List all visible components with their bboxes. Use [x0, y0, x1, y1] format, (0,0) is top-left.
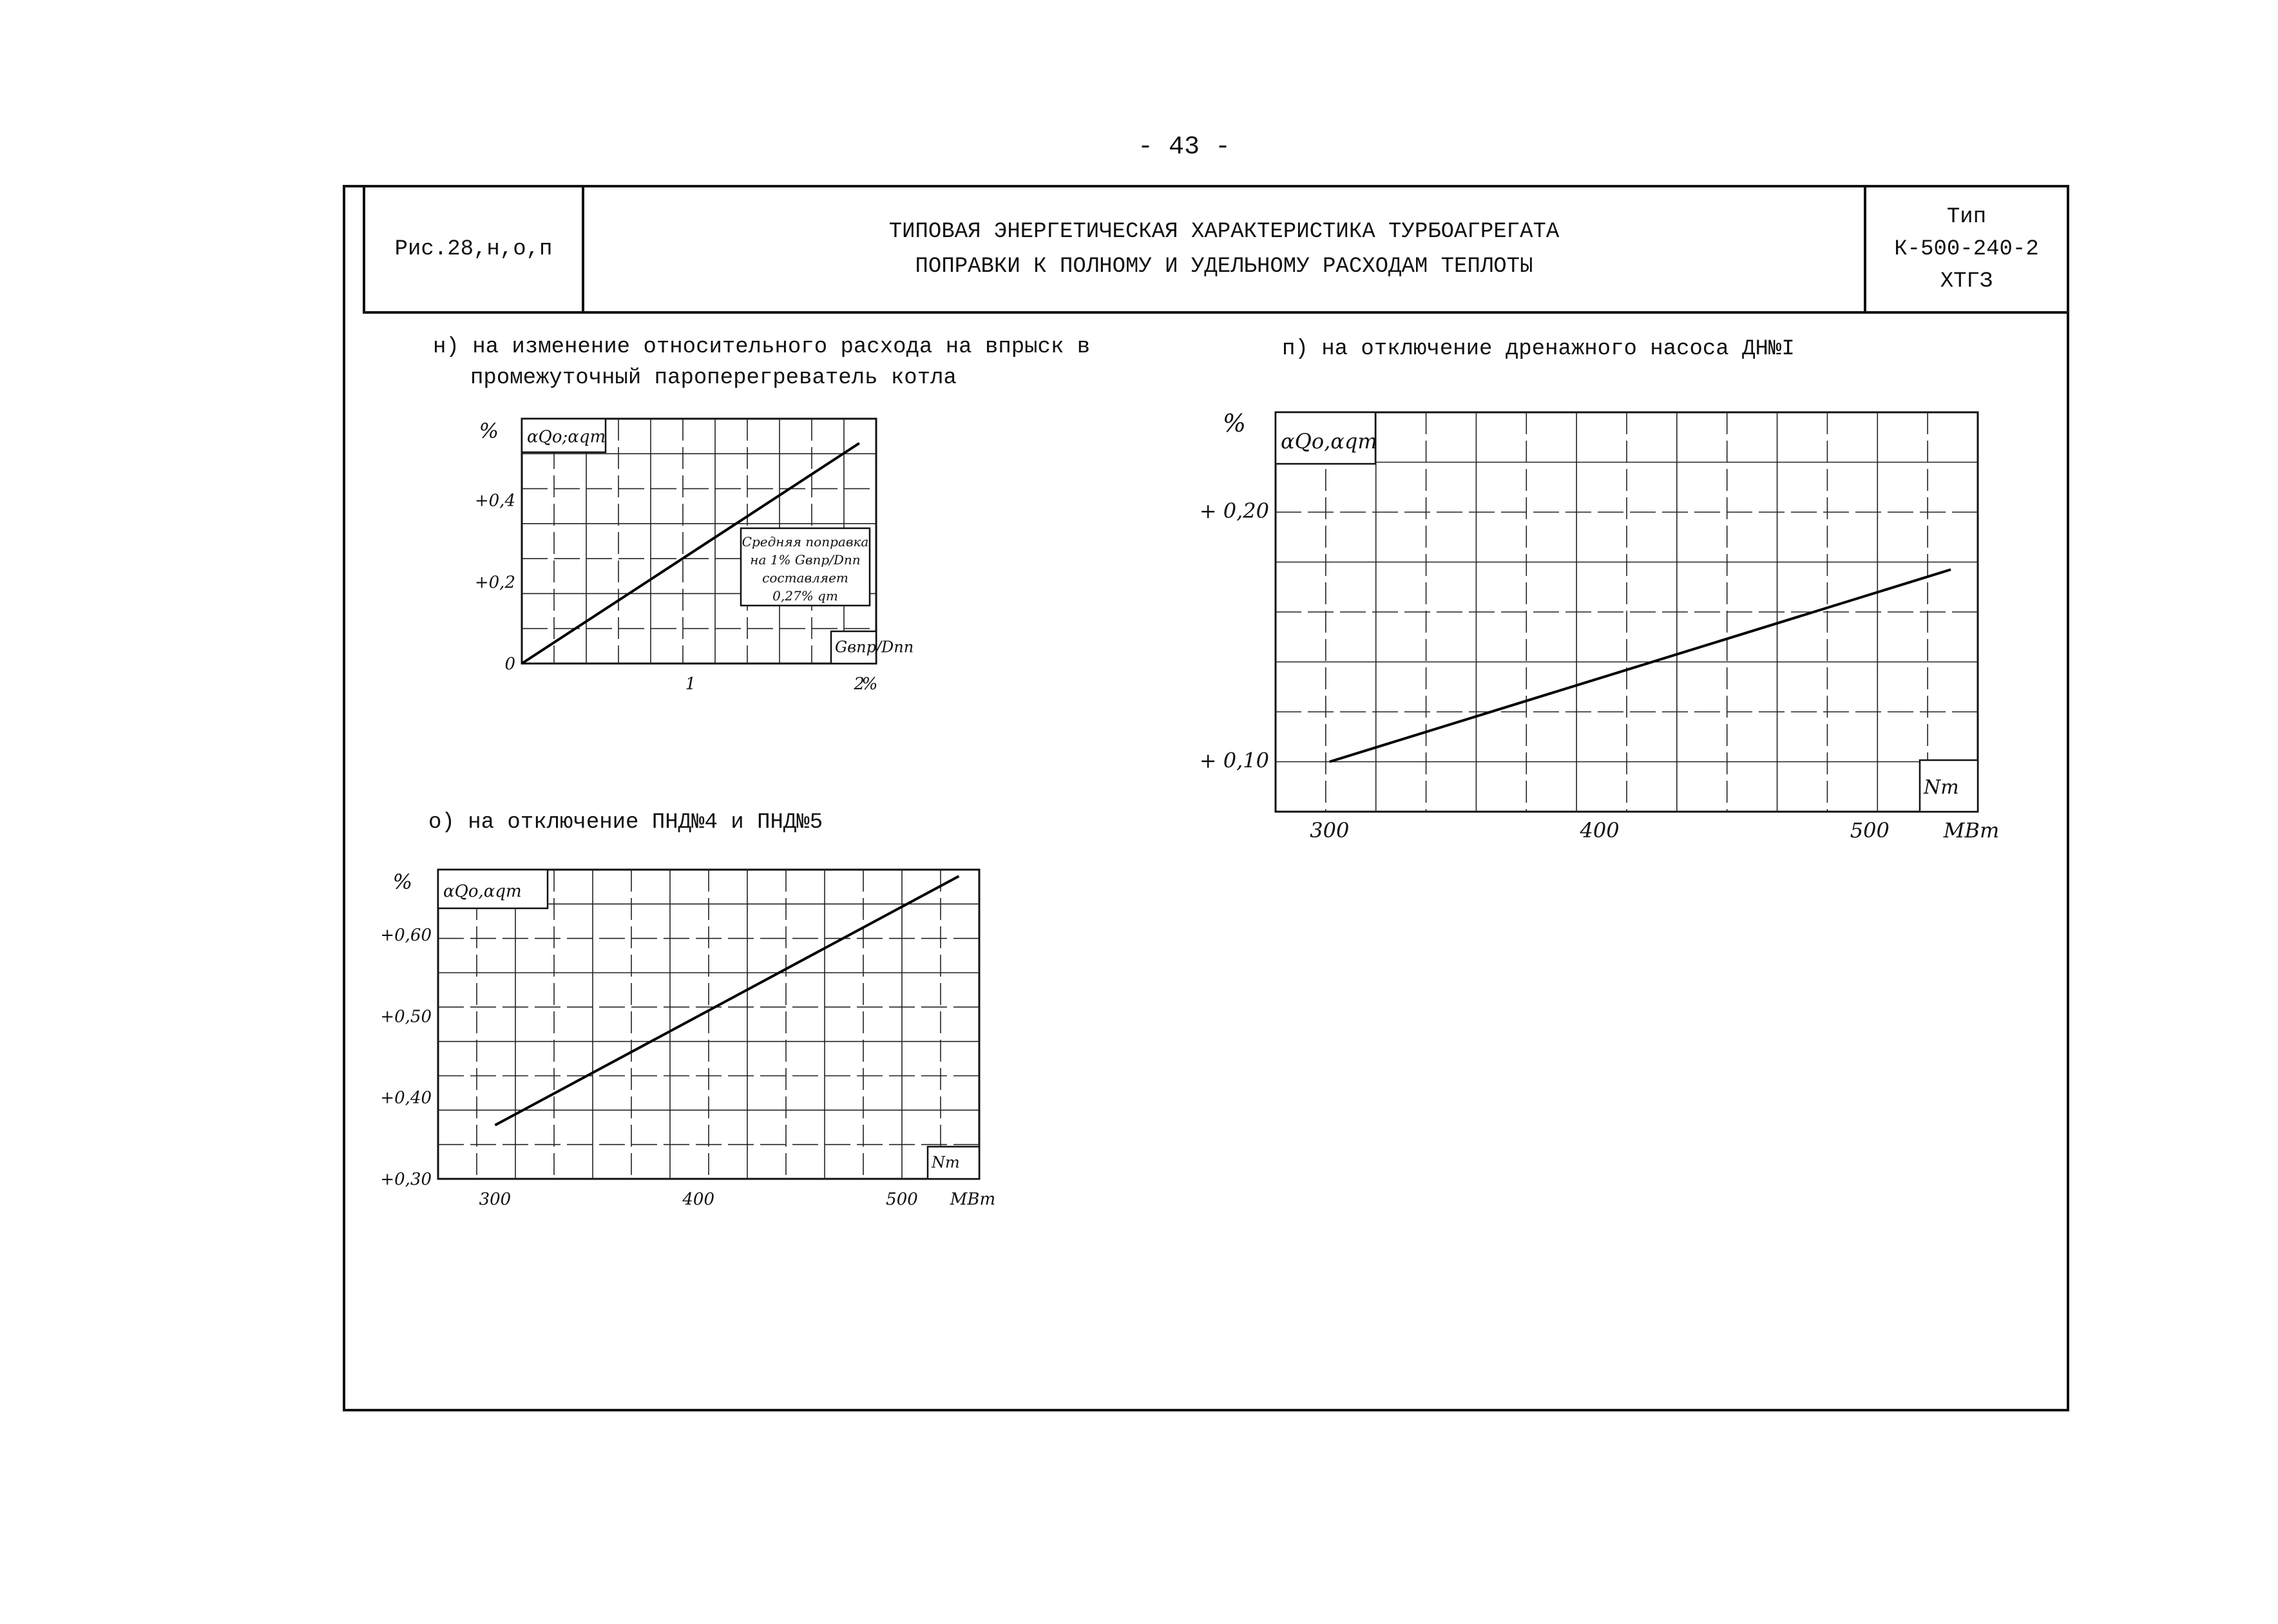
- ylabel: αQo,αqт: [443, 882, 522, 901]
- figure-ref: Рис.28,н,о,п: [365, 187, 584, 311]
- x-unit-label: МВт: [950, 1190, 996, 1209]
- yunit-label: %: [1222, 409, 1246, 437]
- y-tick-label: + 0,20: [1199, 499, 1269, 523]
- annotation-line: 0,27% qт: [772, 588, 838, 604]
- annotation-line: на 1% Gвпр/Dпп: [750, 552, 861, 568]
- x-tick-label: 500: [1850, 818, 1890, 843]
- series-line: [495, 876, 959, 1125]
- chart-o: [374, 857, 996, 1218]
- chart-p: [1192, 406, 2004, 857]
- title-cell: [584, 187, 1866, 311]
- title-block: [363, 185, 2069, 314]
- type-model: К-500-240-2: [1894, 237, 2039, 262]
- x-tick-label: 2: [854, 674, 865, 694]
- type-cell: [1866, 187, 2067, 311]
- caption-o: о) на отключение ПНД№4 и ПНД№5: [428, 810, 823, 835]
- type-maker: ХТГЗ: [1940, 269, 1993, 294]
- type-label: Тип: [1946, 205, 1987, 229]
- chart-n: [474, 406, 966, 702]
- x-tick-label: 500: [886, 1190, 918, 1209]
- yunit-label: %: [479, 419, 499, 443]
- x-tick-label: 300: [1310, 818, 1350, 843]
- x-tick-label: 400: [1580, 818, 1620, 843]
- xlabel: Nт: [932, 1153, 960, 1172]
- annotation-line: составляет: [762, 570, 848, 586]
- y-tick-label: + 0,10: [1199, 748, 1269, 773]
- y-tick-label: +0,50: [380, 1007, 432, 1027]
- x-tick-label: 300: [479, 1190, 512, 1209]
- y-tick-label: +0,2: [474, 573, 515, 593]
- x-unit-label: МВт: [1943, 818, 2000, 843]
- y-tick-label: +0,30: [380, 1170, 432, 1189]
- title-line-2: ПОПРАВКИ К ПОЛНОМУ И УДЕЛЬНОМУ РАСХОДАМ ТЕПЛОТЫ: [915, 254, 1533, 279]
- page-number: - 43 -: [1137, 133, 1231, 162]
- x-tick-label: 400: [682, 1190, 715, 1209]
- annotation-line: Средняя поправка: [742, 534, 869, 549]
- title-line-1: ТИПОВАЯ ЭНЕРГЕТИЧЕСКАЯ ХАРАКТЕРИСТИКА ТУРБОАГРЕГАТА: [888, 220, 1560, 244]
- ylabel: αQo,αqт: [1281, 429, 1377, 454]
- caption-p: п) на отключение дренажного насоса ДН№I: [1282, 337, 1795, 361]
- y-tick-label: +0,40: [380, 1088, 432, 1108]
- yunit-label: %: [392, 870, 412, 894]
- series-line: [1330, 569, 1951, 761]
- x-unit-label: %: [861, 674, 878, 694]
- ylabel: αQo;αqт: [527, 427, 606, 447]
- x-tick-label: 1: [685, 674, 696, 694]
- xlabel: Gвпр/Dпп: [835, 638, 914, 656]
- caption-n-line2: промежуточный пароперегреватель котла: [470, 366, 957, 390]
- caption-n-line1: н) на изменение относительного расхода на впрыск в: [433, 335, 1091, 359]
- y-tick-label: +0,60: [380, 926, 432, 946]
- y-tick-label: +0,4: [474, 491, 515, 511]
- xlabel: Nт: [1924, 776, 1959, 799]
- y-tick-label: 0: [504, 654, 515, 674]
